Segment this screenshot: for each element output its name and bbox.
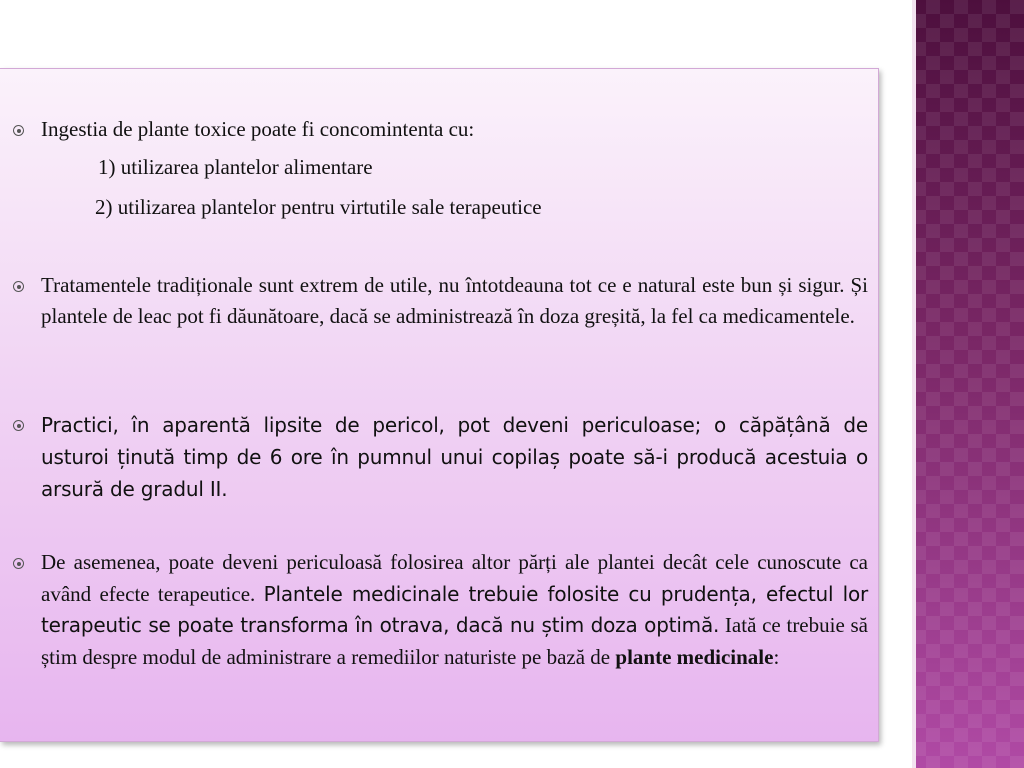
bullet-4-part-1: De asemenea, poate deveni periculoasă folosirea altor părți ale plantei decât cele cunoscute ca având efecte terapeutice. xyxy=(41,550,868,606)
bullet-4-part-3: Iată ce trebuie să știm despre modul de administrare a remediilor naturiste pe bază de xyxy=(41,613,869,669)
bullet-text-4 xyxy=(41,547,868,673)
bullet-text-3: Practici, în aparentă lipsite de pericol, pot deveni periculoase; o căpățână de usturoi ținută timp de 6 ore în pumnul unui copilaș poate să-i producă acestuia o arsură de gradul II. xyxy=(41,413,868,501)
circle-dot-bullet-icon xyxy=(13,281,24,292)
sub-item-2: 2) utilizarea plantelor pentru virtutile sale terapeutice xyxy=(95,195,542,219)
slide-content-box xyxy=(0,68,879,742)
decorative-side-band xyxy=(912,0,1024,768)
circle-dot-bullet-icon xyxy=(13,125,24,136)
bullet-4-bold-text: plante medicinale xyxy=(615,644,774,669)
sub-item-1: 1) utilizarea plantelor alimentare xyxy=(98,155,373,179)
circle-dot-bullet-icon xyxy=(13,420,24,431)
bullet-text-1: Ingestia de plante toxice poate fi concomintenta cu: xyxy=(41,117,475,141)
bullet-4-ending: : xyxy=(773,644,780,669)
circle-dot-bullet-icon xyxy=(13,558,24,569)
bullet-text-2: Tratamentele tradiționale sunt extrem de utile, nu întotdeauna tot ce e natural este bun și sigur. Și plantele de leac pot fi dăunătoare, dacă se administrează în doza greșită, la fel ca medicamentele. xyxy=(41,273,868,328)
bullet-4-part-2: Plantele medicinale trebuie folosite cu prudența, efectul lor terapeutic se poate transforma în otrava, dacă nu știm doza optimă. xyxy=(41,581,869,637)
